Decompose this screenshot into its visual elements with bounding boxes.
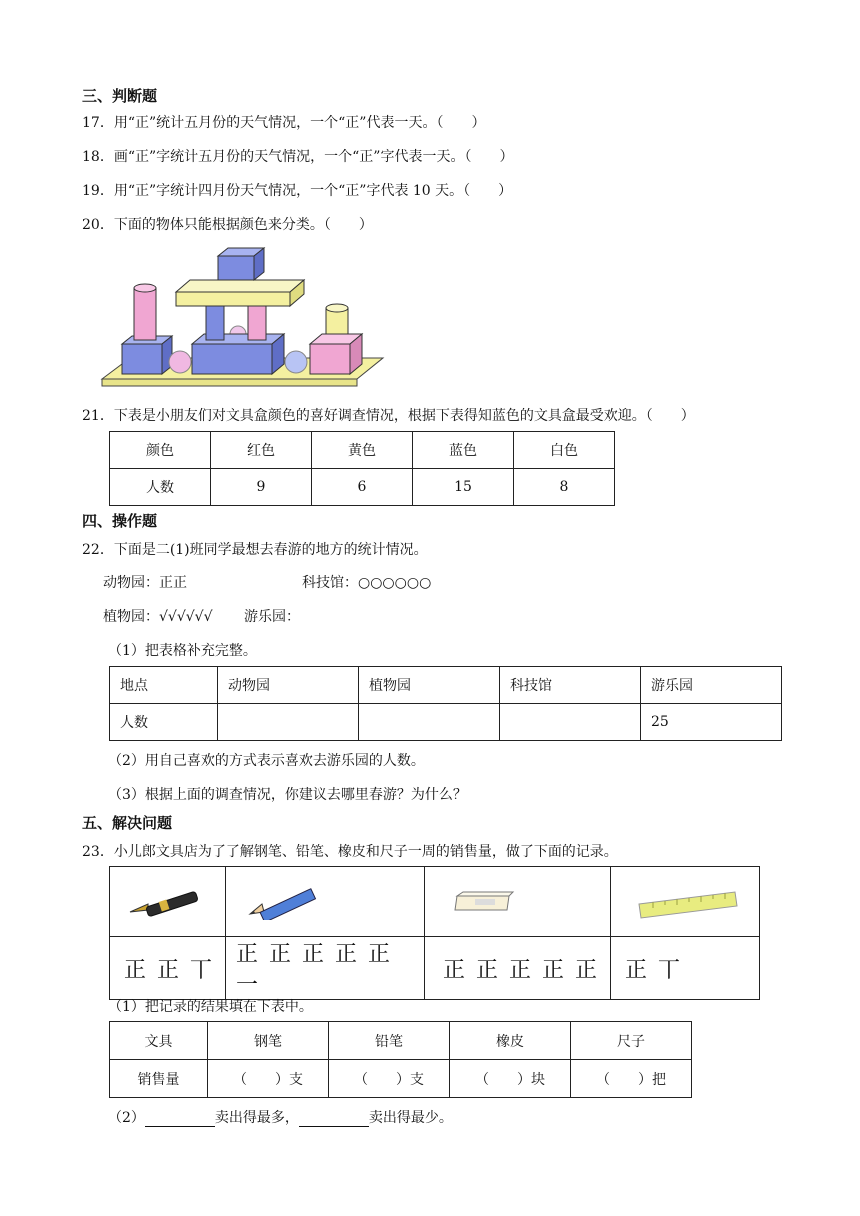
eraser-tally: [425, 937, 611, 1000]
table-cell: 人数: [110, 704, 218, 741]
pen-tally: [110, 937, 226, 1000]
table-cell: 颜色: [110, 432, 211, 469]
table-cell-input[interactable]: （ ）支: [208, 1060, 329, 1098]
table-cell: 6: [312, 469, 413, 506]
eraser-icon: [451, 880, 531, 920]
table-cell: 尺子: [571, 1022, 692, 1060]
sales-table: [109, 1021, 692, 1098]
part-2-prefix: （2）: [108, 1110, 145, 1126]
ruler-cell: [611, 867, 760, 937]
table-row: [110, 704, 782, 741]
part-2-most-text: 卖出得最多，: [214, 1110, 299, 1126]
table-cell: 8: [514, 469, 615, 506]
zoo-tally: 动物园：正正: [103, 575, 187, 591]
question-22: 22．下面是二(1)班同学最想去春游的地方的统计情况。: [82, 542, 428, 558]
table-cell-input[interactable]: [218, 704, 359, 741]
table-cell: 文具: [110, 1022, 208, 1060]
section4-heading: 四、操作题: [82, 512, 158, 530]
table-cell-input[interactable]: [500, 704, 641, 741]
table-row: [110, 1060, 692, 1098]
question-20: 20．下面的物体只能根据颜色来分类。（ ）: [82, 217, 373, 233]
table-row: [110, 937, 760, 1000]
blocks-illustration: [100, 246, 385, 390]
part-2-least-text: 卖出得最少。: [368, 1110, 453, 1126]
ruler-icon: [633, 880, 743, 920]
table-cell-input[interactable]: [359, 704, 500, 741]
part-2-line: [108, 1107, 453, 1127]
question-19: 19．用“正”字统计四月份天气情况，一个“正”字代表 10 天。（ ）: [82, 183, 513, 199]
part-2-text: （2）用自己喜欢的方式表示喜欢去游乐园的人数。: [108, 753, 425, 769]
question-21: 21．下表是小朋友们对文具盒颜色的喜好调查情况，根据下表得知蓝色的文具盒最受欢迎。（ ）: [82, 408, 695, 424]
table-cell-input[interactable]: （ ）块: [450, 1060, 571, 1098]
part-3-text: （3）根据上面的调查情况，你建议去哪里春游？为什么？: [108, 787, 467, 803]
pen-cell: [110, 867, 226, 937]
ruler-tally: [611, 937, 760, 1000]
botanic-tally: 植物园：√√√√√√: [103, 609, 213, 625]
pencil-tally: [226, 937, 425, 1000]
section3-heading: 三、判断题: [82, 87, 158, 105]
table-row: [110, 1022, 692, 1060]
science-tally: 科技馆：○○○○○○: [302, 575, 432, 591]
question-17: 17．用“正”统计五月份的天气情况，一个“正”代表一天。（ ）: [82, 115, 486, 131]
table-cell: 销售量: [110, 1060, 208, 1098]
part-1-text: （1）把表格补充完整。: [108, 643, 257, 659]
table-cell: 蓝色: [413, 432, 514, 469]
spring-trip-table: [109, 666, 782, 741]
table-cell: 25: [641, 704, 782, 741]
answer-blank-most[interactable]: [145, 1112, 215, 1127]
table-row: [110, 667, 782, 704]
question-23: 23．小儿郎文具店为了了解钢笔、铅笔、橡皮和尺子一周的销售量，做了下面的记录。: [82, 844, 618, 860]
fountain-pen-icon: [124, 880, 204, 920]
table-cell: 黄色: [312, 432, 413, 469]
table-cell: 游乐园: [641, 667, 782, 704]
table-cell-input[interactable]: （ ）把: [571, 1060, 692, 1098]
eraser-cell: [425, 867, 611, 937]
table-cell: 植物园: [359, 667, 500, 704]
tally-marks: 正 正 正 正 正 一: [236, 942, 392, 998]
stationery-record-table: [109, 866, 760, 1000]
tally-marks: 正 丅: [625, 957, 682, 983]
table-cell: 钢笔: [208, 1022, 329, 1060]
table-cell: 人数: [110, 469, 211, 506]
table-cell: 红色: [211, 432, 312, 469]
table-row: [110, 867, 760, 937]
table-row: [110, 469, 615, 506]
section5-heading: 五、解决问题: [82, 814, 173, 832]
pencil-cell: [226, 867, 425, 937]
tally-marks: 正 正 丅: [124, 957, 214, 983]
table-cell: 地点: [110, 667, 218, 704]
table-cell-input[interactable]: （ ）支: [329, 1060, 450, 1098]
table-cell: 15: [413, 469, 514, 506]
table-cell: 9: [211, 469, 312, 506]
park-tally: 游乐园：: [244, 609, 300, 625]
table-cell: 白色: [514, 432, 615, 469]
table-row: [110, 432, 615, 469]
table-cell: 铅笔: [329, 1022, 450, 1060]
table-cell: 动物园: [218, 667, 359, 704]
question-18: 18．画“正”字统计五月份的天气情况，一个“正”字代表一天。（ ）: [82, 149, 514, 165]
pencil-icon: [244, 880, 324, 920]
table-cell: 橡皮: [450, 1022, 571, 1060]
table-cell: 科技馆: [500, 667, 641, 704]
answer-blank-least[interactable]: [299, 1112, 369, 1127]
part-1-text: （1）把记录的结果填在下表中。: [108, 999, 313, 1015]
tally-marks: 正 正 正 正 正: [443, 957, 599, 983]
color-preference-table: [109, 431, 615, 506]
